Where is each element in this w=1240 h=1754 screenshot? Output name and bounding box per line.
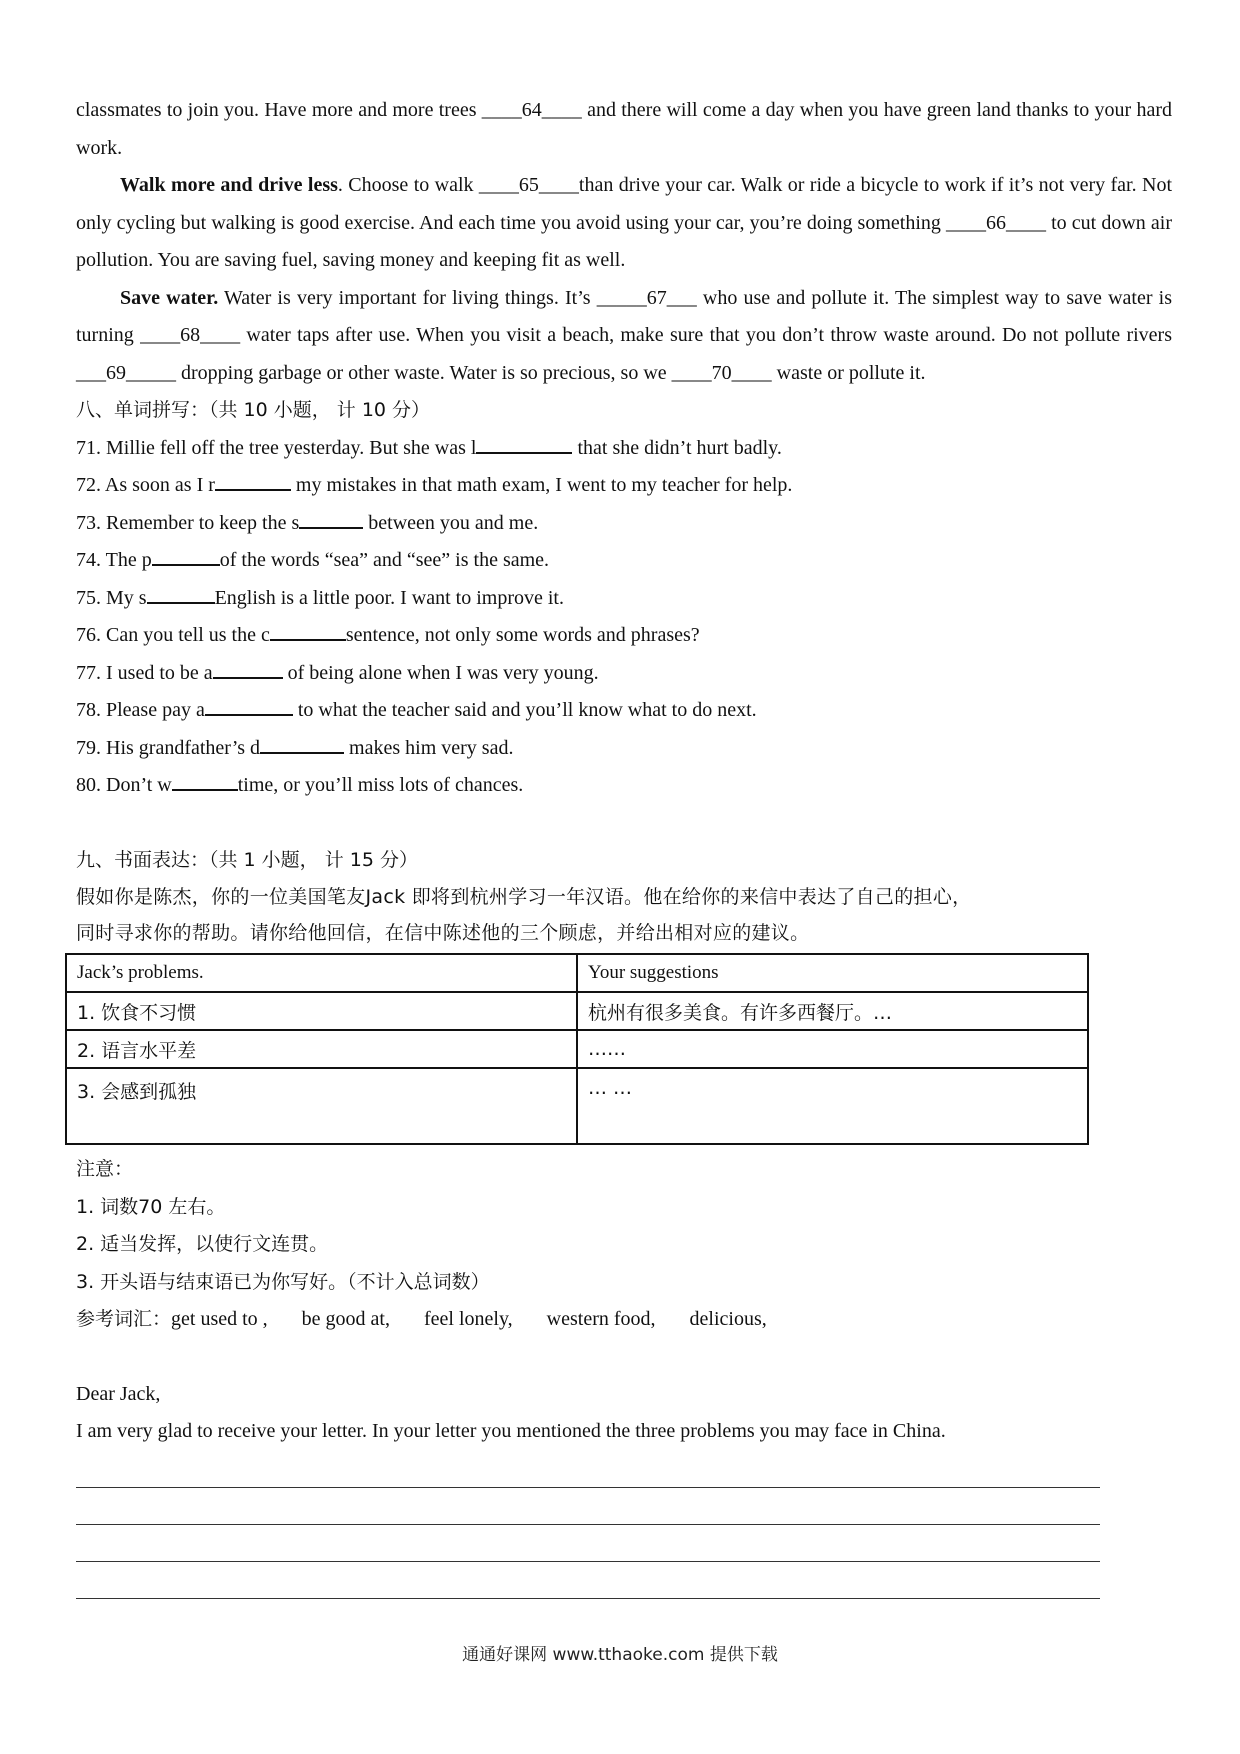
question-text: 77. I used to be a [76,661,213,684]
spacer [76,805,1172,842]
paragraph-lead-water: Save water. [120,286,219,309]
note-item: 2. 适当发挥，以使行文连贯。 [76,1233,329,1255]
answer-blank[interactable] [299,509,363,529]
paragraph-body-walk: . Choose to walk ____65____than drive your car. Walk or ride a bicycle to work if it’s not very far. Not only cycling but walking is good exercise. And each time you avoid using your car, you’re doing something ____66____ to cut down air pollution. You are saving fuel, saving money and keeping fit as well. [76,174,1173,271]
question-76 [76,617,1172,655]
paragraph-lead-walk: Walk more and drive less [120,174,338,196]
answer-blank[interactable] [270,621,346,641]
spacer [76,1339,1172,1376]
passage-paragraph-1: classmates to join you. Have more and more trees ____64____ and there will come a day when you have green land thanks to your hard work. [76,99,1172,159]
header-problems: Jack’s problems. [66,954,577,992]
question-text: 79. His grandfather’s d [76,736,261,759]
question-text: 78. Please pay a [76,699,205,721]
question-text: English is a little poor. I want to improve it. [214,586,564,609]
question-text: between you and me. [363,511,539,534]
answer-blank[interactable] [260,734,344,754]
passage-paragraph-3 [76,280,1172,393]
question-text: 73. Remember to keep the s [76,511,300,534]
exam-page [76,92,1172,1599]
page-footer: 通通好课网 www.tthaoke.com 提供下载 [462,1645,778,1665]
section-9-heading: 九、书面表达：（共 1 小题， 计 15 分） [76,848,418,871]
question-text: makes him very sad. [344,736,514,759]
problem-cell: 2. 语言水平差 [66,1030,577,1068]
writing-prompt-line-2: 同时寻求你的帮助。请你给他回信，在信中陈述他的三个顾虑，并给出相对应的建议。 [76,922,810,944]
letter-opening: I am very glad to receive your letter. In your letter you mentioned the three problems you may face in China. [76,1420,946,1442]
header-suggestions: Your suggestions [577,954,1088,992]
problem-cell: 1. 饮食不习惯 [66,992,577,1030]
note-item: 1. 词数70 左右。 [76,1195,226,1218]
answer-blank[interactable] [147,584,215,604]
vocab-item: be good at, [301,1308,390,1330]
vocab-label: 参考词汇： [76,1308,172,1330]
table-row [66,1068,1088,1144]
vocab-item: western food, [546,1308,656,1330]
question-73 [76,505,1172,543]
suggestion-cell: …… [577,1030,1088,1068]
question-74 [76,542,1172,580]
question-text: time, or you’ll miss lots of chances. [237,774,524,796]
question-text: 72. As soon as I r [76,474,215,496]
question-text: 76. Can you tell us the c [76,624,270,646]
suggestion-cell: 杭州有很多美食。有许多西餐厅。… [577,992,1088,1030]
table-header-row [66,954,1088,992]
vocab-item: feel lonely, [423,1308,513,1330]
table-row [66,1030,1088,1068]
question-79 [76,730,1172,768]
question-77 [76,655,1172,693]
question-text: 75. My s [76,586,147,609]
problem-cell: 3. 会感到孤独 [66,1068,577,1144]
question-text: of the words “sea” and “see” is the same. [219,549,550,571]
question-text: sentence, not only some words and phrases? [345,624,700,646]
problems-suggestions-table [65,953,1089,1145]
notes-title: 注意： [76,1158,134,1180]
writing-line[interactable] [76,1562,1100,1599]
writing-prompt-line-1: 假如你是陈杰，你的一位美国笔友Jack 即将到杭州学习一年汉语。他在给你的来信中表达了自己的担心， [76,886,972,908]
table-row [66,992,1088,1030]
note-item: 3. 开头语与结束语已为你写好。（不计入总词数） [76,1270,490,1293]
question-text: to what the teacher said and you’ll know what to do next. [292,699,757,721]
answer-blank[interactable] [205,696,293,716]
question-text: of being alone when I was very young. [282,661,599,684]
question-text: 80. Don’t w [76,774,172,796]
question-75 [76,580,1172,618]
question-78 [76,692,1172,730]
letter-salutation: Dear Jack, [76,1382,161,1405]
vocab-item: delicious, [689,1308,767,1330]
writing-line[interactable] [76,1488,1100,1525]
question-text: that she didn’t hurt badly. [572,436,782,459]
suggestion-cell: … … [577,1068,1088,1144]
passage-paragraph-2 [76,167,1172,280]
answer-blank[interactable] [476,434,572,454]
question-text: my mistakes in that math exam, I went to my teacher for help. [290,474,793,496]
vocab-item: get used to , [171,1308,268,1330]
answer-blank[interactable] [152,546,220,566]
reference-vocabulary [76,1301,1172,1339]
paragraph-body-water: Water is very important for living things. It’s _____67___ who use and pollute it. The simplest way to save water is turning ____68____ water taps after use. When you visit a beach, make sure that you don’t throw waste around. Do not pollute rivers ___69_____ dropping garbage or other waste. Water is so precious, so we ____70____ waste or pollute it. [76,286,1172,384]
answer-blank[interactable] [172,771,238,791]
question-text: 74. The p [76,549,152,571]
question-text: 71. Millie fell off the tree yesterday. But she was l [76,436,477,459]
answer-blank[interactable] [213,659,283,679]
answer-blank[interactable] [215,471,291,491]
question-80 [76,767,1172,805]
question-71 [76,430,1172,468]
writing-line[interactable] [76,1525,1100,1562]
section-8-heading: 八、单词拼写：（共 10 小题， 计 10 分） [76,399,431,421]
writing-line[interactable] [76,1451,1100,1488]
question-72 [76,467,1172,505]
